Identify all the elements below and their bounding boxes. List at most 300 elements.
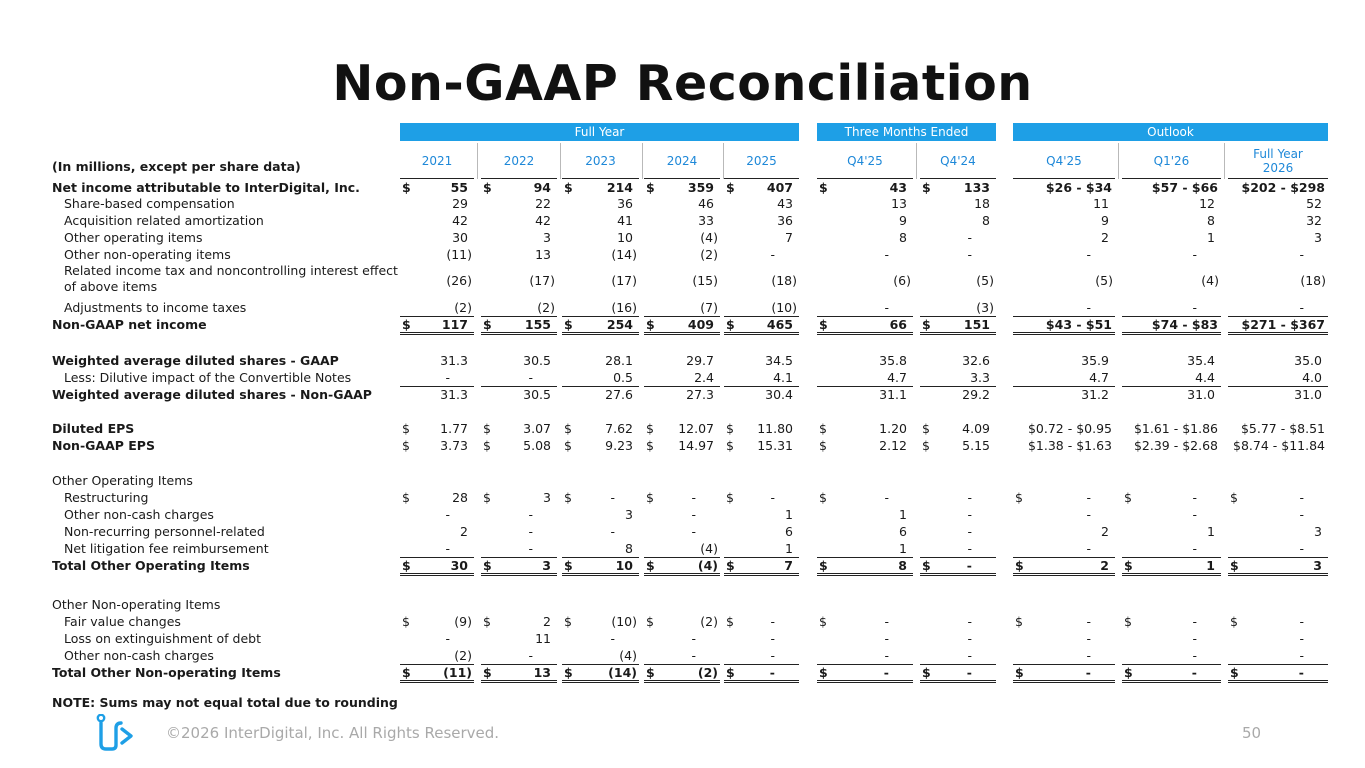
table-cell xyxy=(400,212,474,229)
total-double-rule xyxy=(481,680,557,683)
dollar-sign: $ xyxy=(726,421,734,436)
table-cell xyxy=(920,246,996,263)
table-cell xyxy=(817,179,913,196)
column-header: 2023 xyxy=(562,143,639,179)
table-cell xyxy=(481,523,557,540)
table-cell xyxy=(1228,195,1328,212)
cell-value: - xyxy=(769,665,775,680)
cell-value: - xyxy=(445,541,450,556)
cell-value: 9 xyxy=(1101,213,1109,228)
cell-value: 1 xyxy=(785,507,793,522)
cell-value: - xyxy=(528,370,533,385)
column-separator xyxy=(1224,143,1225,179)
cell-value: - xyxy=(1192,541,1197,556)
dollar-sign: $ xyxy=(646,490,654,505)
table-cell xyxy=(724,316,799,333)
total-double-rule xyxy=(724,573,799,576)
page-number: 50 xyxy=(1242,724,1262,742)
table-cell xyxy=(817,352,913,369)
cell-value: - xyxy=(884,648,889,663)
cell-value: 4.7 xyxy=(887,370,907,385)
dollar-sign: $ xyxy=(402,421,410,436)
cell-value: - xyxy=(1086,648,1091,663)
table-cell xyxy=(1228,664,1328,681)
table-row xyxy=(0,647,1365,664)
table-cell xyxy=(481,352,557,369)
cell-value: (14) xyxy=(611,247,637,262)
table-cell xyxy=(562,316,639,333)
cell-value: (10) xyxy=(771,300,797,315)
table-cell xyxy=(1013,212,1115,229)
dollar-sign: $ xyxy=(1015,665,1024,680)
cell-value: $43 - $51 xyxy=(1045,317,1112,332)
cell-value: 1 xyxy=(1207,524,1215,539)
dollar-sign: $ xyxy=(922,317,931,332)
table-cell xyxy=(1228,437,1328,454)
row-label: Weighted average diluted shares - Non-GAAP xyxy=(52,387,372,402)
cell-value: - xyxy=(967,648,972,663)
cell-value: 4.09 xyxy=(962,421,990,436)
cell-value: 254 xyxy=(606,317,633,332)
cell-value: - xyxy=(770,648,775,663)
table-cell xyxy=(644,212,720,229)
row-label: Non-GAAP net income xyxy=(52,317,207,332)
table-cell xyxy=(644,386,720,403)
cell-value: - xyxy=(1299,648,1304,663)
cell-value: - xyxy=(1299,490,1304,505)
cell-value: (4) xyxy=(619,648,637,663)
table-cell xyxy=(400,557,474,574)
cell-value: - xyxy=(691,524,696,539)
cell-value: (5) xyxy=(976,273,994,288)
cell-value: 2 xyxy=(1101,230,1109,245)
cell-value: (10) xyxy=(611,614,637,629)
table-cell xyxy=(400,540,474,557)
table-cell xyxy=(1122,299,1221,316)
cell-value: (17) xyxy=(529,273,555,288)
cell-value: - xyxy=(1192,507,1197,522)
table-cell xyxy=(400,195,474,212)
total-double-rule xyxy=(1122,680,1221,683)
table-row xyxy=(0,195,1365,212)
table-row xyxy=(0,212,1365,229)
table-cell xyxy=(1122,613,1221,630)
dollar-sign: $ xyxy=(402,665,411,680)
table-cell xyxy=(481,540,557,557)
table-cell xyxy=(724,437,799,454)
table-cell xyxy=(1013,352,1115,369)
cell-value: - xyxy=(1298,665,1304,680)
row-label: Share-based compensation xyxy=(64,196,235,211)
table-cell xyxy=(481,557,557,574)
cell-value: (4) xyxy=(700,541,718,556)
table-cell xyxy=(1013,540,1115,557)
column-header: 2024 xyxy=(644,143,720,179)
dollar-sign: $ xyxy=(1230,665,1239,680)
cell-value: 155 xyxy=(524,317,551,332)
table-cell xyxy=(400,229,474,246)
cell-value: - xyxy=(1299,507,1304,522)
table-cell xyxy=(724,179,799,196)
column-header: Q4'24 xyxy=(920,143,996,179)
cell-value: 3.07 xyxy=(523,421,551,436)
total-double-rule xyxy=(920,573,996,576)
table-cell xyxy=(1013,489,1115,506)
cell-value: - xyxy=(770,631,775,646)
cell-value: (2) xyxy=(537,300,555,315)
table-cell xyxy=(1122,369,1221,386)
table-cell xyxy=(1013,613,1115,630)
total-double-rule xyxy=(920,332,996,335)
cell-value: 31.3 xyxy=(440,353,468,368)
cell-value: - xyxy=(967,614,972,629)
table-cell xyxy=(481,369,557,386)
table-cell xyxy=(1228,179,1328,196)
dollar-sign: $ xyxy=(819,614,827,629)
cell-value: (26) xyxy=(446,273,472,288)
dollar-sign: $ xyxy=(819,421,827,436)
dollar-sign: $ xyxy=(726,558,735,573)
table-cell xyxy=(1013,664,1115,681)
cell-value: 3 xyxy=(1314,524,1322,539)
cell-value: - xyxy=(1086,541,1091,556)
table-cell xyxy=(562,195,639,212)
table-cell xyxy=(562,540,639,557)
table-cell xyxy=(817,523,913,540)
dollar-sign: $ xyxy=(564,614,572,629)
total-double-rule xyxy=(562,573,639,576)
total-double-rule xyxy=(920,680,996,683)
table-cell xyxy=(817,316,913,333)
table-cell xyxy=(817,630,913,647)
table-cell xyxy=(1122,386,1221,403)
cell-value: - xyxy=(1299,300,1304,315)
cell-value: - xyxy=(691,631,696,646)
table-row xyxy=(0,472,1365,489)
table-cell xyxy=(1228,506,1328,523)
table-cell xyxy=(644,246,720,263)
cell-value: 133 xyxy=(963,180,990,195)
table-cell xyxy=(920,352,996,369)
column-separator xyxy=(477,143,478,179)
cell-value: 30 xyxy=(450,558,468,573)
cell-value: 3 xyxy=(1313,558,1322,573)
table-cell xyxy=(724,523,799,540)
cell-value: 12.07 xyxy=(678,421,714,436)
dollar-sign: $ xyxy=(646,614,654,629)
cell-value: $26 - $34 xyxy=(1045,180,1112,195)
row-label: Non-GAAP EPS xyxy=(52,438,155,453)
row-label: Total Other Operating Items xyxy=(52,558,250,573)
copyright-text: ©2026 InterDigital, Inc. All Rights Reserved. xyxy=(166,724,500,742)
table-cell xyxy=(817,386,913,403)
table-cell xyxy=(1013,420,1115,437)
table-cell xyxy=(644,523,720,540)
table-cell xyxy=(1122,352,1221,369)
row-label: Related income tax and noncontrolling interest effect of above items xyxy=(64,263,398,294)
dollar-sign: $ xyxy=(819,180,828,195)
total-double-rule xyxy=(481,573,557,576)
table-row xyxy=(0,263,1365,299)
dollar-sign: $ xyxy=(922,421,930,436)
cell-value: 13 xyxy=(535,247,551,262)
table-cell xyxy=(481,647,557,664)
table-cell xyxy=(562,647,639,664)
dollar-sign: $ xyxy=(564,317,573,332)
dollar-sign: $ xyxy=(1124,490,1132,505)
table-cell xyxy=(481,179,557,196)
cell-value: 3 xyxy=(625,507,633,522)
cell-value: - xyxy=(966,665,972,680)
cell-value: 3 xyxy=(543,490,551,505)
total-double-rule xyxy=(400,573,474,576)
dollar-sign: $ xyxy=(726,438,734,453)
dollar-sign: $ xyxy=(564,180,573,195)
table-cell xyxy=(817,557,913,574)
row-label: Adjustments to income taxes xyxy=(64,300,247,315)
cell-value: 1 xyxy=(899,507,907,522)
group-header-1: Three Months Ended xyxy=(817,123,996,141)
cell-value: 5.08 xyxy=(523,438,551,453)
table-cell xyxy=(644,630,720,647)
table-cell xyxy=(481,386,557,403)
table-row xyxy=(0,299,1365,316)
table-cell xyxy=(1013,647,1115,664)
cell-value: 1.20 xyxy=(879,421,907,436)
column-header: 2021 xyxy=(400,143,474,179)
table-cell xyxy=(1013,179,1115,196)
cell-value: 18 xyxy=(974,196,990,211)
cell-value: 359 xyxy=(687,180,714,195)
dollar-sign: $ xyxy=(1124,665,1133,680)
cell-value: - xyxy=(770,614,775,629)
table-cell xyxy=(1228,420,1328,437)
table-cell xyxy=(400,386,474,403)
cell-value: - xyxy=(1192,631,1197,646)
table-cell xyxy=(400,179,474,196)
table-cell xyxy=(724,506,799,523)
table-cell xyxy=(724,664,799,681)
interdigital-logo-icon xyxy=(94,714,138,754)
table-cell xyxy=(1013,195,1115,212)
group-header-2: Outlook xyxy=(1013,123,1328,141)
cell-value: - xyxy=(610,490,615,505)
table-cell xyxy=(644,229,720,246)
table-cell xyxy=(920,272,996,289)
cell-value: (2) xyxy=(697,665,718,680)
dollar-sign: $ xyxy=(819,317,828,332)
cell-value: 1 xyxy=(1207,230,1215,245)
cell-value: - xyxy=(1086,247,1091,262)
cell-value: (2) xyxy=(454,648,472,663)
table-cell xyxy=(1013,299,1115,316)
row-label: Other operating items xyxy=(64,230,203,245)
cell-value: 2 xyxy=(543,614,551,629)
cell-value: $5.77 - $8.51 xyxy=(1240,421,1325,436)
cell-value: - xyxy=(884,490,889,505)
cell-value: - xyxy=(445,507,450,522)
total-double-rule xyxy=(1013,332,1115,335)
cell-value: - xyxy=(967,247,972,262)
table-cell xyxy=(724,386,799,403)
row-label: Other Operating Items xyxy=(52,473,193,488)
dollar-sign: $ xyxy=(646,665,655,680)
table-cell xyxy=(1013,506,1115,523)
table-cell xyxy=(1013,369,1115,386)
cell-value: 30 xyxy=(452,230,468,245)
row-label: Weighted average diluted shares - GAAP xyxy=(52,353,339,368)
table-cell xyxy=(724,212,799,229)
cell-value: - xyxy=(691,648,696,663)
table-cell xyxy=(724,557,799,574)
table-cell xyxy=(817,369,913,386)
cell-value: $0.72 - $0.95 xyxy=(1027,421,1112,436)
cell-value: $202 - $298 xyxy=(1241,180,1325,195)
table-cell xyxy=(724,613,799,630)
cell-value: - xyxy=(610,631,615,646)
cell-value: 13 xyxy=(533,665,551,680)
cell-value: 41 xyxy=(617,213,633,228)
total-double-rule xyxy=(1228,332,1328,335)
cell-value: - xyxy=(884,247,889,262)
total-double-rule xyxy=(724,332,799,335)
table-cell xyxy=(562,179,639,196)
dollar-sign: $ xyxy=(402,614,410,629)
units-label: (In millions, except per share data) xyxy=(52,159,301,174)
dollar-sign: $ xyxy=(1230,490,1238,505)
table-cell xyxy=(817,420,913,437)
table-cell xyxy=(1228,246,1328,263)
cell-value: 1 xyxy=(1206,558,1215,573)
cell-value: - xyxy=(967,631,972,646)
table-cell xyxy=(1013,437,1115,454)
table-cell xyxy=(920,212,996,229)
dollar-sign: $ xyxy=(483,317,492,332)
cell-value: (17) xyxy=(611,273,637,288)
table-cell xyxy=(1122,523,1221,540)
cell-value: (3) xyxy=(976,300,994,315)
table-cell xyxy=(920,369,996,386)
table-cell xyxy=(400,352,474,369)
table-cell xyxy=(920,613,996,630)
cell-value: (4) xyxy=(700,230,718,245)
cell-value: (2) xyxy=(700,247,718,262)
cell-value: 4.0 xyxy=(1302,370,1322,385)
table-cell xyxy=(817,613,913,630)
table-cell xyxy=(920,647,996,664)
cell-value: 409 xyxy=(687,317,714,332)
table-cell xyxy=(400,664,474,681)
dollar-sign: $ xyxy=(402,558,411,573)
table-cell xyxy=(1228,489,1328,506)
cell-value: 5.15 xyxy=(962,438,990,453)
cell-value: 52 xyxy=(1306,196,1322,211)
table-row xyxy=(0,489,1365,506)
table-cell xyxy=(817,195,913,212)
cell-value: (16) xyxy=(611,300,637,315)
row-label: Diluted EPS xyxy=(52,421,135,436)
table-cell xyxy=(1013,229,1115,246)
cell-value: (18) xyxy=(771,273,797,288)
table-cell xyxy=(481,195,557,212)
total-double-rule xyxy=(1228,573,1328,576)
table-cell xyxy=(920,316,996,333)
row-label: Non-recurring personnel-related xyxy=(64,524,265,539)
table-cell xyxy=(1122,664,1221,681)
cell-value: 3 xyxy=(542,558,551,573)
total-double-rule xyxy=(1228,680,1328,683)
table-cell xyxy=(817,647,913,664)
column-separator xyxy=(642,143,643,179)
table-cell xyxy=(562,420,639,437)
cell-value: $1.38 - $1.63 xyxy=(1027,438,1112,453)
table-cell xyxy=(1122,195,1221,212)
table-cell xyxy=(817,506,913,523)
cell-value: - xyxy=(1299,541,1304,556)
cell-value: 117 xyxy=(441,317,468,332)
table-cell xyxy=(1122,647,1221,664)
table-cell xyxy=(1122,246,1221,263)
cell-value: - xyxy=(691,507,696,522)
table-row xyxy=(0,179,1365,196)
table-cell xyxy=(562,613,639,630)
dollar-sign: $ xyxy=(483,490,491,505)
table-cell xyxy=(644,369,720,386)
cell-value: 8 xyxy=(1207,213,1215,228)
table-cell xyxy=(562,246,639,263)
cell-value: 29.7 xyxy=(686,353,714,368)
table-cell xyxy=(644,195,720,212)
column-separator xyxy=(1118,143,1119,179)
table-cell xyxy=(644,506,720,523)
cell-value: - xyxy=(1192,247,1197,262)
table-cell xyxy=(1228,212,1328,229)
dollar-sign: $ xyxy=(483,421,491,436)
cell-value: - xyxy=(445,370,450,385)
cell-value: 31.0 xyxy=(1294,387,1322,402)
table-cell xyxy=(920,523,996,540)
cell-value: 8 xyxy=(899,230,907,245)
table-cell xyxy=(1122,229,1221,246)
total-double-rule xyxy=(562,680,639,683)
table-cell xyxy=(1122,540,1221,557)
table-cell xyxy=(920,630,996,647)
cell-value: 94 xyxy=(533,180,551,195)
table-cell xyxy=(1013,386,1115,403)
cell-value: 29 xyxy=(452,196,468,211)
dollar-sign: $ xyxy=(483,180,492,195)
cell-value: (6) xyxy=(893,273,911,288)
cell-value: 2 xyxy=(460,524,468,539)
cell-value: 36 xyxy=(777,213,793,228)
table-row xyxy=(0,506,1365,523)
total-double-rule xyxy=(481,332,557,335)
table-cell xyxy=(1228,272,1328,289)
table-cell xyxy=(562,272,639,289)
table-cell xyxy=(920,195,996,212)
table-row xyxy=(0,613,1365,630)
cell-value: - xyxy=(610,524,615,539)
cell-value: 27.6 xyxy=(605,387,633,402)
table-cell xyxy=(644,540,720,557)
cell-value: - xyxy=(967,507,972,522)
rounding-note: NOTE: Sums may not equal total due to rounding xyxy=(52,695,398,710)
row-label: Restructuring xyxy=(64,490,149,505)
column-header: 2025 xyxy=(724,143,799,179)
cell-value: - xyxy=(1086,490,1091,505)
dollar-sign: $ xyxy=(646,317,655,332)
column-separator xyxy=(916,143,917,179)
